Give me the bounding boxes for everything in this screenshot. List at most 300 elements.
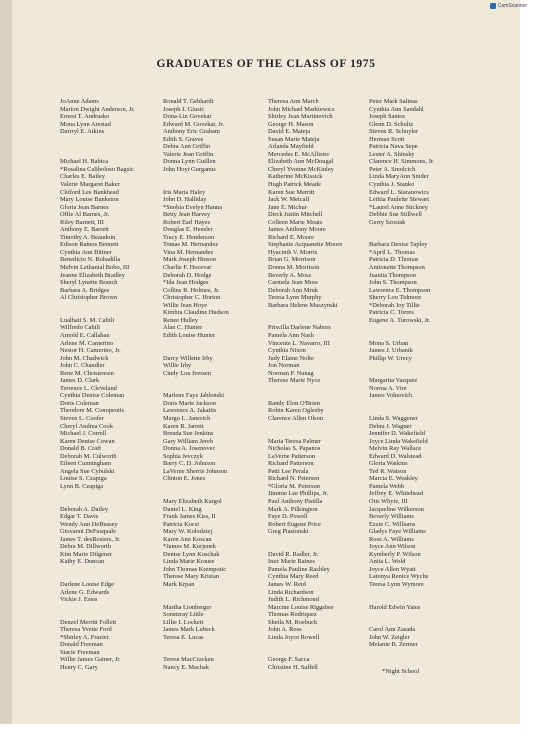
graduate-name: Hyacinth V. Morris (268, 248, 318, 256)
graduate-name: Harold Edwin Yates (369, 603, 421, 611)
graduate-name: Lynn B. Czapiga (60, 482, 104, 490)
graduate-name: Ernest T. Andrusko (60, 113, 110, 121)
graduate-name: Richard Patterson (268, 460, 314, 468)
graduate-name: Clarence H. Simmons, Jr. (369, 158, 435, 166)
graduate-name: Wilfredo Cabili (60, 324, 101, 332)
graduate-name (369, 589, 487, 597)
graduate-name: Cynthia J. Stanko (369, 181, 415, 189)
graduate-name: Kim Marie Dilgener (60, 550, 113, 558)
graduate-name: *James M. Korjenek (163, 543, 217, 551)
graduate-name: JoAnne Adams (60, 98, 99, 105)
document-page (12, 0, 520, 724)
graduate-name: Charles E. Bailey (60, 173, 105, 181)
graduate-name (369, 362, 487, 370)
graduate-name: Juanita Thompson (369, 271, 416, 279)
graduate-name: John C. Chandler (60, 362, 105, 370)
graduate-name: Willie Jean Hoye (163, 301, 208, 309)
graduate-name (163, 641, 281, 649)
graduate-name: Barbara Denise Tapley (369, 241, 428, 249)
graduate-name (60, 309, 178, 317)
graduate-name: Darlene Louise Edge (60, 581, 114, 588)
graduate-name: Alan C. Hunter (163, 324, 203, 332)
graduate-name: James Mark Lubeck (163, 626, 215, 634)
graduate-name: Patricia D. Thomas (369, 256, 419, 264)
graduate-name: Mark Krpan (163, 581, 195, 588)
bottom-bar (0, 724, 533, 740)
graduate-name (163, 589, 281, 597)
graduate-name: Giovanni DeFusquale (60, 528, 116, 536)
graduate-name: James T. desRosiers, Jr. (60, 535, 121, 543)
graduate-name: John Hoyt Gurganus (163, 165, 216, 173)
graduate-name: Teresa E. Lucas (163, 633, 204, 641)
graduate-name (60, 151, 178, 159)
name-column-1 (60, 98, 178, 672)
graduate-name: Gerry Szostak (369, 218, 406, 226)
graduate-name: Therese Mary Kristan (163, 573, 220, 581)
graduate-name: Patricia C. Torres (369, 309, 414, 317)
graduate-name: Jeanne Elizabeth Bradley (60, 271, 125, 279)
graduate-name: LaVerne Sherrie Johnson (163, 467, 228, 475)
graduate-name (163, 377, 281, 385)
graduate-name: Brenda Sue Jenkins (163, 430, 214, 438)
graduate-name: Cynthia Mary Reed (268, 573, 319, 581)
graduate-name: *Rosalina Caliboloso Bagsic (60, 165, 134, 173)
graduate-name: Carmela Jean Moss (268, 279, 319, 287)
graduate-name: Peter Mark Salinas (369, 98, 418, 105)
graduate-name: Kymberly P. Wilson (369, 550, 421, 558)
graduate-name (369, 370, 487, 378)
graduate-name: Melvin Ray Wallace (369, 445, 422, 453)
graduate-name: Richard N. Petersen (268, 475, 320, 483)
graduate-name: Theresa Yvette Ford (60, 626, 112, 634)
graduate-name: Marlene Faye Jablonski (163, 392, 225, 400)
graduate-name: Arlene G. Edwards (60, 588, 110, 596)
graduate-name: Christine H. Saffell (268, 664, 318, 672)
graduate-name: Collins R. Holmes, Jr. (163, 286, 220, 294)
graduate-name: Donna M. Morrison (268, 264, 320, 272)
graduate-name: Cynthia Denise Coleman (60, 392, 125, 400)
graduate-name: Edward L. Staranowics (369, 188, 429, 196)
graduate-name: Mary Elizabeth Kargol (163, 497, 222, 505)
graduate-name: Marion Dwight Anderson, Jr. (60, 105, 135, 113)
graduate-name: Vickie J. Estes (60, 596, 98, 604)
graduate-name: Vina M. Hernandez (163, 248, 214, 256)
graduate-name: Beverly A. Moss (268, 271, 312, 279)
graduate-name: Margarita Vazquez (369, 377, 418, 385)
graduate-name: *Snobia Evelyn Hanna (163, 203, 222, 211)
graduate-name: Glenn D. Schultz (369, 120, 414, 128)
graduate-name: Rose A. Williams (369, 535, 414, 543)
graduate-name: Offie Al Barnes, Jr. (60, 211, 110, 219)
graduate-name: Lillie I. Lockett (163, 618, 204, 626)
graduate-name: Greg Piasionski (268, 528, 309, 536)
graduate-name (369, 332, 487, 340)
graduate-name: John W. Zeigler (369, 633, 410, 641)
graduate-name: Iris Maria Haley (163, 188, 206, 196)
graduate-name: Mark A. Pilkington (268, 505, 318, 513)
graduate-name: Charlie F. Hocevar (163, 264, 212, 272)
graduate-name: Sherry Lou Tidmore (369, 294, 422, 302)
graduate-name: Terrence L. Cleveland (60, 384, 117, 392)
graduate-name: Deborah M. Culworth (60, 452, 117, 460)
graduate-name: James D. Clark (60, 377, 100, 385)
graduate-name: Karen R. Jarrett (163, 422, 204, 430)
graduate-name: Debra Ann Griffin (163, 143, 211, 151)
graduate-name: Anthony E. Barrett (60, 226, 109, 234)
graduate-name (369, 324, 487, 332)
graduate-name (60, 604, 178, 612)
graduate-name: John Thomas Krempotic (163, 565, 227, 573)
graduate-name: Cynthia Ann Sandahl (369, 105, 424, 113)
graduate-name: Donna Lynn Guillen (163, 158, 216, 166)
graduate-name: Terese MacCracken (163, 656, 214, 664)
graduate-name: Pamela Pauline Rashley (268, 565, 330, 573)
graduate-name: Ronald T. Gebhardt (163, 98, 214, 105)
graduate-name: Katherine McKissick (268, 173, 323, 181)
graduate-name: Peter A. Smolcich (369, 165, 416, 173)
graduate-name: George H. Mason (268, 120, 314, 128)
graduate-name: Mary Louise Bankston (60, 196, 119, 204)
graduate-name: Elizabeth Ann McDougal (268, 158, 334, 166)
graduate-name: Carol Ann Zasada (369, 626, 416, 634)
graduate-name: Clarence Allen Olson (268, 414, 324, 422)
graduate-name: Vincente L. Navarro, III (268, 339, 330, 347)
graduate-name: Norman P. Nunag (268, 369, 314, 377)
graduate-name: LaVerne Patterson (268, 452, 316, 460)
graduate-name: Gary William Jereb (163, 437, 214, 445)
graduate-name: Lualhati S. M. Cabili (60, 316, 115, 324)
graduate-name: Willie Irby (163, 362, 191, 370)
scanner-badge-label: CamScanner (497, 3, 527, 9)
graduate-name: Marcine Louise Riggsbee (268, 603, 334, 611)
graduate-name (163, 181, 281, 189)
graduate-name: Linda S. Waggener (369, 414, 418, 422)
graduate-name: Linda Marie Krause (163, 558, 215, 566)
graduate-name: James Anthony Moore (268, 226, 326, 234)
graduate-name: Benedicto N. Bobadilla (60, 256, 121, 264)
graduate-name: Kathy E. Duncan (60, 558, 105, 566)
graduate-name: Maria Teresa Palmer (268, 437, 322, 445)
graduate-name: Joyce Linda Wakefield (369, 437, 428, 445)
graduate-name: Herman Scott (369, 135, 405, 143)
graduate-name (163, 347, 281, 355)
graduate-name: Michael J. Correll (60, 430, 107, 438)
graduate-name: Sheryl Lynette Branch (60, 279, 118, 287)
graduate-name: Gloria Watkins (369, 460, 408, 468)
graduate-name: Joseph Santos (369, 113, 406, 121)
graduate-name: Randy Elon O'Brien (268, 399, 320, 407)
graduate-name: Edith Louise Hunter (163, 331, 216, 339)
graduate-name: Jimmie Lee Phillips, Jr. (268, 490, 329, 498)
graduate-name: Anita L. Wold (369, 558, 406, 566)
graduate-name: Judy Elaine Nolte (268, 354, 314, 362)
graduate-name (60, 611, 178, 619)
graduate-name (163, 340, 281, 348)
graduate-name: Ezzie C. Williams (369, 520, 416, 528)
graduate-name: Inez Marie Raines (268, 558, 315, 566)
graduate-name: Angela Sue Cybulski (60, 467, 115, 475)
graduate-name: Edward M. Govekar, Jr. (163, 120, 225, 128)
graduate-name: Dona-Lin Govekar (163, 113, 212, 121)
graduate-name: Clifford Lee Bankhead (60, 188, 119, 196)
graduate-name: John D. Halliday (163, 196, 207, 204)
graduate-name (163, 173, 281, 181)
graduate-name: Wendy Ann DeBussey (60, 520, 118, 528)
graduate-name: Mark Joseph Hinson (163, 256, 216, 264)
graduate-name: Anthony Eric Graham (163, 128, 220, 136)
graduate-name (369, 234, 487, 242)
graduate-name: Cheryl Andrea Cook (60, 422, 113, 430)
graduate-name: Patricia Kocsi (163, 520, 200, 528)
graduate-name: Sophia Jevczyk (163, 452, 203, 460)
graduate-name: Frank James Kiss, II (163, 513, 216, 521)
graduate-name: Linda MaryAnn Snider (369, 173, 429, 181)
graduate-name (60, 302, 178, 310)
photo-edge (0, 0, 12, 724)
graduate-name: Barry C. D. Johnson (163, 460, 216, 468)
graduate-name: Lawrence E. Thompson (369, 286, 431, 294)
graduate-name: Arnold E. Callahan (60, 331, 110, 339)
graduate-name (369, 619, 487, 627)
graduate-name: Deborah D. Hodge (163, 271, 212, 279)
graduate-name: Teresa Lynn Murphy (268, 294, 322, 302)
graduate-name: *Laurel Anne Stickney (369, 203, 428, 211)
graduate-name: Jennifer D. Wakefield (369, 430, 425, 438)
graduate-name: Arlanda Mayfield (268, 143, 314, 151)
graduate-name: Phillip W. Urecy (369, 354, 412, 362)
graduate-name: *Gloria M. Peterson (268, 482, 321, 490)
graduate-name: Melvin Lethanial Bobo, III (60, 264, 130, 272)
graduate-name: George F. Sacca (268, 656, 310, 664)
graduate-name: Melanie B. Zermer (369, 641, 418, 649)
graduate-name: Sheila M. Roebuck (268, 618, 318, 626)
graduate-name: David E. Mateja (268, 128, 311, 136)
graduate-name: Mona S. Urban (369, 339, 409, 347)
graduate-name (369, 407, 487, 415)
graduate-name: Joseph J. Giusic (163, 105, 205, 113)
graduate-name: Nancy E. Machak (163, 664, 209, 672)
graduate-name: Robert Earl Hayes (163, 218, 211, 226)
graduate-name: Gloria Jean Barnes (60, 203, 109, 211)
graduate-name: Shirley Jean Martinovich (268, 113, 333, 121)
graduate-name: Jeffrey E. Whitehead (369, 490, 423, 498)
graduate-name: Donald B. Craft (60, 445, 101, 453)
graduate-name: Robert Eugene Price (268, 520, 321, 528)
graduate-name: Clinton E. Jones (163, 475, 206, 483)
graduate-name: James Volnovich (369, 392, 413, 400)
graduate-name: Donna A. Josenovec (163, 445, 216, 453)
graduate-name (163, 596, 281, 604)
graduate-name: Jacqueline Wilkerson (369, 505, 424, 513)
graduate-name: John A. Ross (268, 626, 302, 634)
name-column-2 (163, 98, 281, 672)
graduate-name: Rene M. Christensen (60, 369, 114, 377)
graduate-name: Arlene M. Camerino (60, 339, 114, 347)
graduate-name: Valerie Jean Griffin (163, 150, 214, 158)
graduate-name: Karen Sue Merritt (268, 188, 315, 196)
graduate-name: Theodore M. Conopeotis (60, 407, 125, 415)
graduate-name: Sonsteray Little (163, 611, 204, 619)
graduate-name: Linda Richardson (268, 588, 314, 596)
graduate-name: Mona Lynn Arestad (60, 120, 111, 128)
graduate-name: Thomas Rodriquez (268, 611, 317, 619)
graduate-name: Dirck Justin Mitchell (268, 211, 323, 219)
graduate-name: Teresa Lynn Wymore (369, 581, 424, 588)
graduate-name: Jon Norman (268, 362, 300, 370)
graduate-name: Barbara Helene Muszynski (268, 301, 338, 309)
graduate-name (163, 490, 281, 498)
graduate-name: Debra J. Wagner (369, 422, 412, 430)
graduate-name (369, 400, 487, 408)
graduate-name: Joyce Allen Wyatt (369, 565, 416, 573)
graduate-name: Edith S. Graves (163, 135, 204, 143)
graduate-name: Henry C. Gary (60, 664, 98, 672)
graduate-name: Colleen Marie Moats (268, 218, 323, 226)
graduate-name: Margo L. Janesich (163, 414, 211, 422)
graduate-name (60, 143, 178, 151)
graduate-name: Al Christopher Brown (60, 294, 118, 302)
graduate-name: Barbara A. Bridges (60, 286, 110, 294)
graduate-name: Douglas E. Hensler (163, 226, 213, 234)
graduate-name: Karen Ann Koscan (163, 535, 212, 543)
graduate-name (60, 566, 178, 574)
graduate-name: Denise Lynn Koschak (163, 550, 220, 558)
graduate-name: James J. Urbanik (369, 347, 413, 355)
graduate-name: Patricia Nava Sepe (369, 143, 418, 151)
graduate-name (163, 483, 281, 491)
graduate-name: Nestor H. Camerino, Jr. (60, 347, 121, 355)
graduate-name (60, 573, 178, 581)
graduate-name: Lawrence A. Jakaitis (163, 407, 217, 415)
graduate-name: Eugene A. Turowski, Jr. (369, 316, 431, 324)
graduate-name: Tomas M. Hernandez (163, 241, 219, 249)
graduate-name: Cynthia Ann Bittner (60, 248, 112, 256)
graduate-name: Mercedes E. McAllister (268, 150, 330, 158)
name-column-4 (369, 98, 487, 649)
graduate-name: Richard E. Moore (268, 233, 314, 241)
scanner-badge (490, 3, 527, 9)
graduate-name: Timothy A. Beaudoin (60, 233, 116, 241)
graduate-name: Edgar T. Davis (60, 513, 99, 521)
graduate-name: Michael H. Babica (60, 158, 109, 166)
graduate-name: Cheryl Yvonne McKinley (268, 165, 334, 173)
graduate-name (369, 596, 487, 604)
graduate-name (369, 226, 487, 234)
graduate-name: Valerie Margaret Baker (60, 181, 120, 189)
graduate-name: John Michael Markiewicz (268, 105, 335, 113)
graduate-name: Kimbra Claudine Hudson (163, 309, 229, 317)
graduate-name: Steven L. Coofer (60, 414, 104, 422)
graduate-name: Joyce Ann Wilson (369, 543, 416, 551)
graduate-name: Riley Barnett, III (60, 218, 104, 226)
graduate-name: John M. Chadwick (60, 354, 109, 362)
graduate-name: Doris Marie Jackson (163, 399, 216, 407)
graduate-name: Hugh Patrick Meade (268, 181, 321, 189)
graduate-name: Daniel L. King (163, 505, 202, 513)
graduate-name: Betty Jean Harvey (163, 211, 211, 219)
graduate-name: Linda Joyce Rowell (268, 633, 320, 641)
graduate-name: Lester A. Shinsky (369, 150, 415, 158)
graduate-name: Beverly Williams (369, 513, 414, 521)
graduate-name (60, 136, 178, 144)
graduate-name (369, 611, 487, 619)
graduate-name: Antionette Thompson (369, 264, 425, 272)
graduate-name: David R. Radler, Jr. (268, 550, 319, 558)
graduate-name: Jack W. Metcalf (268, 196, 310, 204)
graduate-name: Therese Marie Nyce (268, 377, 321, 385)
graduate-name: Louise S. Czapiga (60, 475, 107, 483)
graduate-name: Deborah A. Dailey (60, 505, 109, 513)
graduate-name: *April L. Thomas (369, 248, 415, 256)
graduate-name: Willie James Gainer, Jr. (60, 656, 121, 664)
page-title: GRADUATES OF THE CLASS OF 1975 (156, 58, 376, 70)
graduate-name: Ted R. Watson (369, 467, 407, 475)
graduate-name: Judith L. Richmond (268, 596, 319, 604)
graduate-name: Steven R. Schuyler (369, 128, 419, 136)
graduate-name: Doris Coleman (60, 399, 99, 407)
graduate-name: Otis Whyte, III (369, 497, 408, 505)
graduate-name: Marcia E. Weakley (369, 475, 418, 483)
graduate-name: Pamela Ann Nash (268, 331, 314, 339)
scanner-logo-icon (490, 3, 496, 9)
graduate-name: Debbie Sue Stillwell (369, 211, 422, 219)
graduate-name: Deborah Ann Mruk (268, 286, 319, 294)
graduate-name: Stephanie Acquanette Moore (268, 241, 343, 249)
graduate-name: Robin Karen Oglesby (268, 407, 324, 415)
graduate-name: Edison Ramos Bennett (60, 241, 119, 249)
graduate-name: Christopher C. Horton (163, 294, 221, 302)
graduate-name: Cynthia Nixon (268, 347, 306, 355)
graduate-name: Patti Lee Perala (268, 467, 309, 475)
graduate-name: Renee Hulley (163, 316, 198, 324)
graduate-name: Priscilla Darlene Nabors (268, 324, 331, 332)
graduate-name: Letitia Paulette Stewart (369, 196, 429, 204)
graduate-name: Debra M. Dillworth (60, 543, 111, 551)
graduate-name: Jane E. Michur (268, 203, 307, 211)
graduate-name (60, 490, 178, 498)
graduate-name: Karen Denise Cowan (60, 437, 115, 445)
graduate-name: Latonya Renice Wyche (369, 573, 429, 581)
graduate-name: Susan Marie Mateja (268, 135, 320, 143)
graduate-name: John S. Thompson (369, 279, 417, 287)
graduate-name: Paul Anthony Pistilla (268, 497, 323, 505)
graduate-name: Darcy Willette Irby (163, 354, 213, 362)
graduate-name: Gladys Faye Williams (369, 528, 426, 536)
graduate-name: Stacie Freeman (60, 648, 100, 656)
graduate-name: Edward D. Walstead (369, 452, 422, 460)
graduate-name: Denzel Merritt Follett (60, 618, 117, 626)
graduate-name: Darrryl E. Atkins (60, 128, 105, 136)
graduate-name: Eileen Cunningham (60, 460, 111, 468)
graduate-name: *Deborah Joy Tillie (369, 301, 420, 309)
graduate-name (163, 649, 281, 657)
graduate-name: Brian G. Morrison (268, 256, 316, 264)
graduate-name: Martha Lionberger (163, 603, 212, 611)
graduate-name: Nicholas S. Papanos (268, 445, 321, 453)
graduate-name: Faye D. Powell (268, 513, 308, 521)
graduate-name: James W. Reid (268, 581, 306, 588)
night-school-footnote: *Night School (382, 668, 420, 675)
graduate-name: Cindy Lou Iversen (163, 369, 211, 377)
graduate-name: Donald Freeman (60, 641, 103, 649)
graduate-name: Theresa Ann March (268, 98, 319, 105)
graduate-name: *Ida Jean Hodges (163, 279, 209, 287)
graduate-name (268, 649, 386, 657)
graduate-name: Pamela Webb (369, 482, 405, 490)
graduate-name: Norma A. Vire (369, 384, 407, 392)
graduate-name (163, 385, 281, 393)
graduate-name: Mary W. Kolodziej (163, 528, 213, 536)
